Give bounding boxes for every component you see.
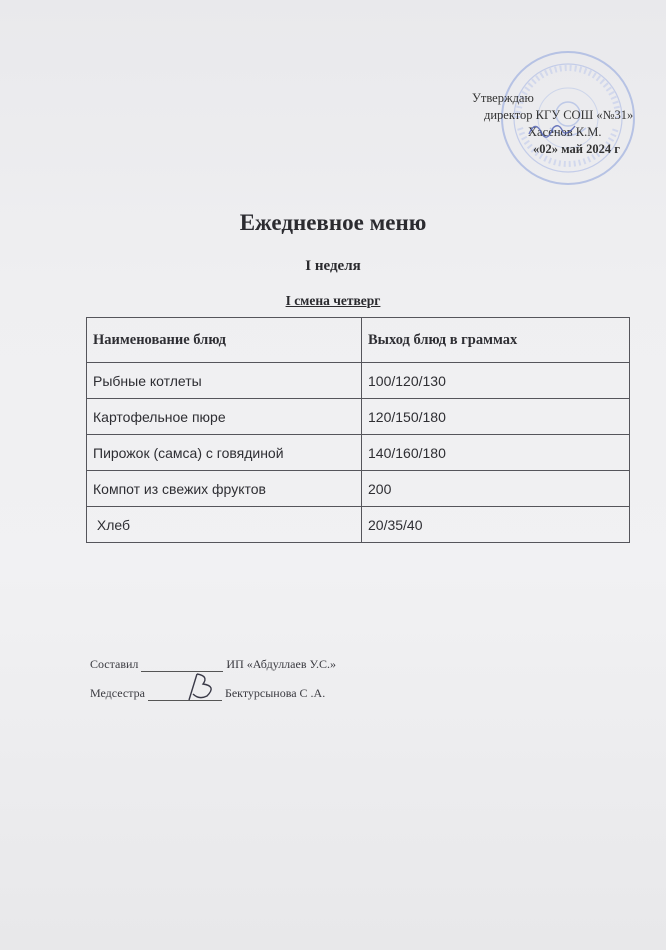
approval-line-director: директор КГУ СОШ «№31» xyxy=(484,108,634,122)
table-row xyxy=(87,435,630,471)
table-header-row xyxy=(87,318,630,363)
portion-weight: 20/35/40 xyxy=(362,507,630,543)
portion-weight: 120/150/180 xyxy=(362,399,630,435)
table-row xyxy=(87,507,630,543)
menu-table xyxy=(86,317,630,543)
header-portion-weight: Выход блюд в граммах xyxy=(362,318,630,363)
page-title: Ежедневное меню xyxy=(239,210,427,235)
shift-label xyxy=(0,293,666,309)
nurse-signature xyxy=(183,670,223,704)
nurse-label: Медсестра xyxy=(90,686,145,700)
portion-weight: 140/160/180 xyxy=(362,435,630,471)
portion-weight: 200 xyxy=(362,471,630,507)
nurse-name: Бектурсынова С .А. xyxy=(224,686,326,700)
week-label: I неделя xyxy=(305,258,361,274)
compiled-by-label: Составил xyxy=(90,657,139,671)
dish-name: Пирожок (самса) с говядиной xyxy=(87,435,362,471)
compiled-by-name: ИП «Абдуллаев У.С.» xyxy=(226,657,337,671)
dish-name: Хлеб xyxy=(87,507,362,543)
dish-name: Компот из свежих фруктов xyxy=(87,471,362,507)
dish-name: Рыбные котлеты xyxy=(87,363,362,399)
portion-weight: 100/120/130 xyxy=(362,363,630,399)
table-row xyxy=(87,399,630,435)
dish-name: Картофельное пюре xyxy=(87,399,362,435)
approval-line-name: Хасенов К.М. xyxy=(528,125,602,139)
shift-label-text: I смена четверг xyxy=(285,293,381,308)
approval-line-approve: Утверждаю xyxy=(472,91,534,105)
table-row xyxy=(87,363,630,399)
table-row xyxy=(87,471,630,507)
approval-line-date: «02» май 2024 г xyxy=(533,142,620,156)
director-signature xyxy=(527,118,577,140)
header-dish-name: Наименование блюд xyxy=(87,318,362,363)
